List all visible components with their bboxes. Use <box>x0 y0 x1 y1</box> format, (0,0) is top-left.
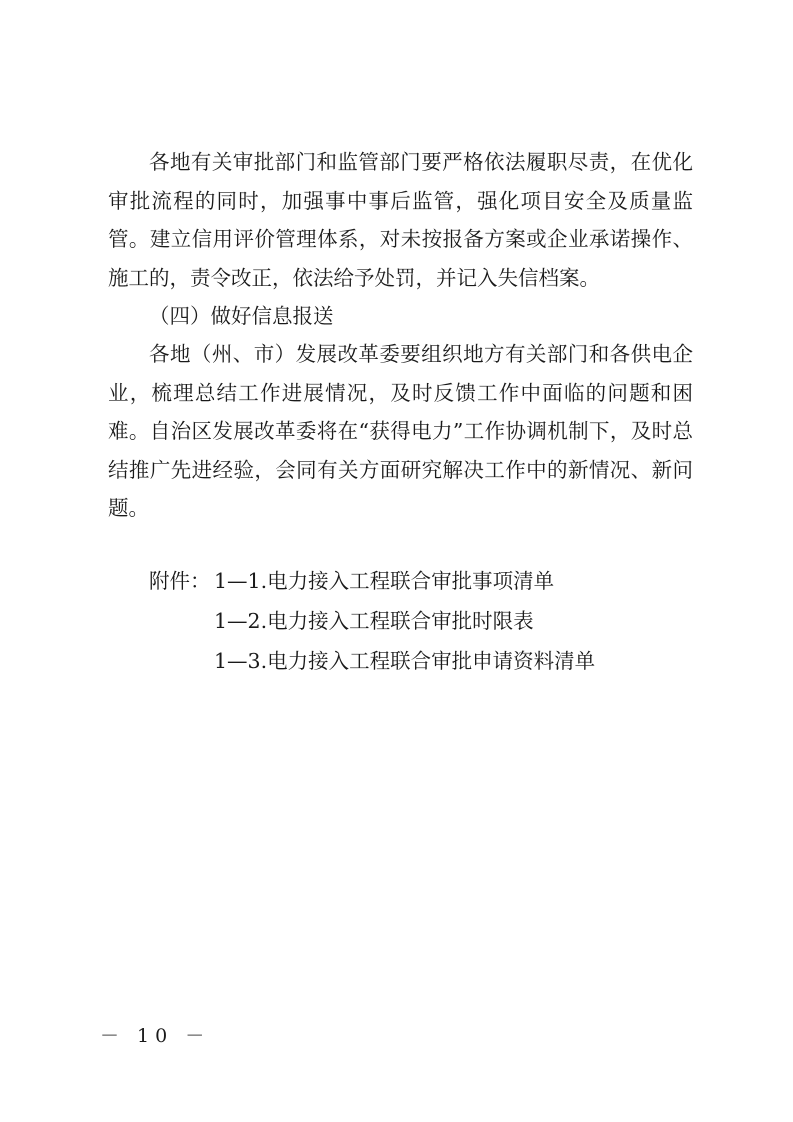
attachment-item: 1—2.电力接入工程联合审批时限表 <box>214 609 534 633</box>
attachment-item: 1—1.电力接入工程联合审批事项清单 <box>214 569 555 593</box>
attachments-label: 附件： <box>149 569 211 593</box>
body-paragraph-info-reporting: 各地（州、市）发展改革委要组织地方有关部门和各供电企业，梳理总结工作进展情况，及时反馈工作中面临的问题和困难。自治区发展改革委将在“获得电力”工作协调机制下，及时总结推广先进经验，会同有关方面研究解决工作中的新情况、新问题。 <box>108 342 693 520</box>
section-heading-info-reporting: （四）做好信息报送 <box>149 304 334 328</box>
page-number: － 10 － <box>100 1025 211 1047</box>
attachment-item: 1—3.电力接入工程联合审批申请资料清单 <box>214 649 596 673</box>
body-paragraph-supervision: 各地有关审批部门和监管部门要严格依法履职尽责，在优化审批流程的同时，加强事中事后监管，强化项目安全及质量监管。建立信用评价管理体系，对未按报备方案或企业承诺操作、施工的，责令改正，依法给予处罚，并记入失信档案。 <box>108 150 693 290</box>
